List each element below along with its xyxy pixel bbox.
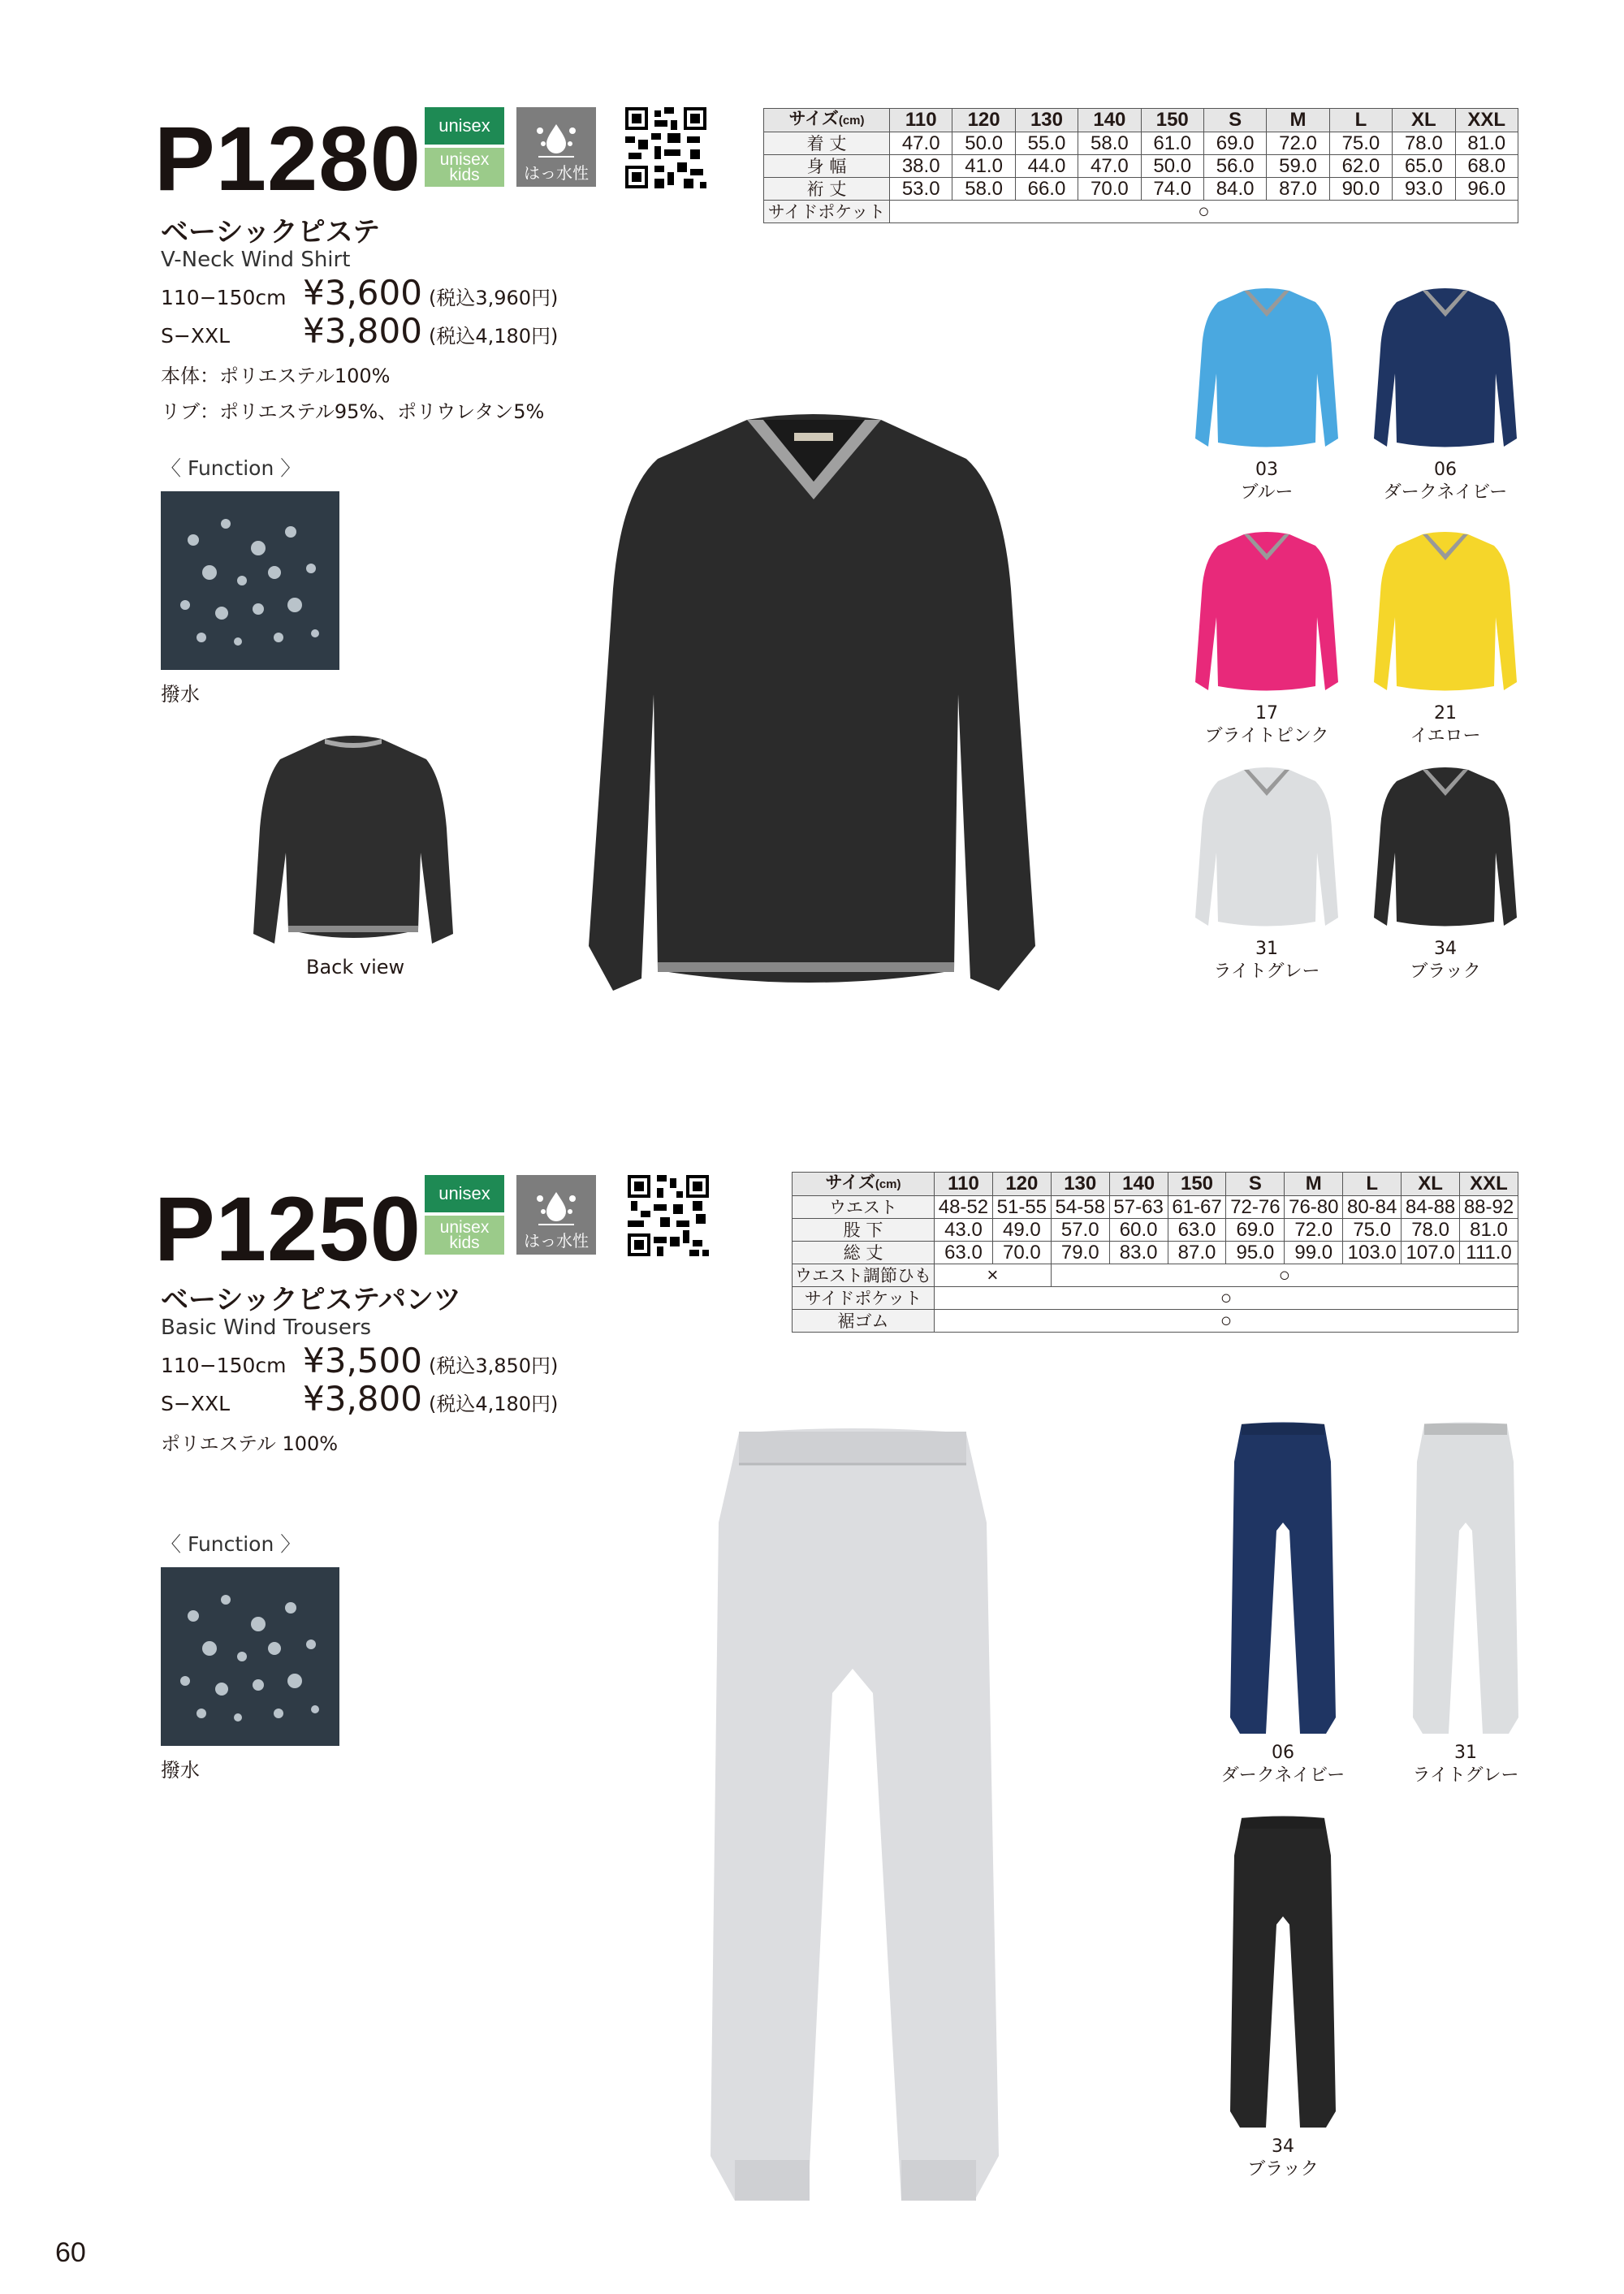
qr-code-icon[interactable]	[628, 1175, 709, 1256]
size-header: M	[1285, 1173, 1343, 1196]
unisex-kids-badge: unisex kids	[425, 148, 504, 187]
product-code: P1280	[154, 108, 421, 210]
table-row: サイドポケット ○	[764, 201, 1518, 223]
material-body: 本体：ポリエステル100%	[161, 365, 391, 387]
function-label: 〈 Function 〉	[161, 456, 301, 480]
size-header: XXL	[1460, 1173, 1518, 1196]
product-code: P1250	[154, 1178, 421, 1280]
size-header: 120	[992, 1173, 1051, 1196]
size-header: 140	[1109, 1173, 1168, 1196]
size-header: S	[1226, 1173, 1285, 1196]
water-repellent-badge: はっ水性	[516, 107, 596, 187]
table-header-row	[764, 109, 1518, 132]
color-swatch-shirt[interactable]	[1372, 528, 1518, 698]
table-row: ウエスト 48-52 51-55 54-58 57-63 61-67 72-76 76-80 80-84 84-88 88-92	[793, 1196, 1518, 1219]
water-repellent-badge: はっ水性	[516, 1175, 596, 1255]
table-row: 裾ゴム ○	[793, 1310, 1518, 1333]
function-caption: 撥水	[161, 1759, 200, 1782]
color-swatch-label: 34 ブラック	[1247, 2136, 1319, 2180]
price-row-adult: S−XXL ¥3,800 (税込4,180円)	[161, 1379, 559, 1419]
back-view-image	[252, 731, 455, 954]
color-swatch-shirt[interactable]	[1194, 528, 1340, 698]
unisex-badge-label: unisex	[425, 1175, 504, 1212]
color-swatch-label: 17 ブライトピンク	[1204, 703, 1329, 746]
table-row: 身 幅 38.0 41.0 44.0 47.0 50.0 56.0 59.0 62.0 65.0 68.0	[764, 155, 1518, 178]
size-header: 110	[935, 1173, 993, 1196]
table-corner: サイズ(cm)	[793, 1173, 935, 1196]
product-name-jp: ベーシックピステ	[161, 216, 380, 248]
water-drop-icon	[532, 119, 581, 160]
color-swatch-label: 31 ライトグレー	[1213, 939, 1320, 982]
color-swatch-pants[interactable]	[1230, 1421, 1336, 1738]
size-header: 150	[1168, 1173, 1226, 1196]
function-label: 〈 Function 〉	[161, 1532, 301, 1556]
color-swatch-label: 06 ダークネイビー	[1383, 460, 1508, 503]
table-row: サイドポケット ○	[793, 1287, 1518, 1310]
size-header: M	[1267, 109, 1329, 132]
size-header: 140	[1078, 109, 1141, 132]
table-row: 股 下 43.0 49.0 57.0 60.0 63.0 69.0 72.0 75.0 78.0 81.0	[793, 1219, 1518, 1242]
product-name-en: V-Neck Wind Shirt	[161, 248, 351, 272]
main-product-image	[585, 410, 1039, 995]
color-swatch-label: 34 ブラック	[1410, 939, 1481, 982]
back-view-caption: Back view	[306, 956, 405, 979]
material-body: ポリエステル 100%	[161, 1432, 339, 1455]
size-spec-table	[763, 108, 1518, 223]
color-swatch-shirt[interactable]	[1194, 284, 1340, 455]
color-swatch-shirt[interactable]	[1372, 763, 1518, 934]
color-swatch-label: 03 ブルー	[1240, 460, 1294, 503]
color-swatch-shirt[interactable]	[1372, 284, 1518, 455]
water-repellent-image	[161, 1567, 339, 1746]
size-header: 150	[1141, 109, 1203, 132]
table-row: 着 丈 47.0 50.0 55.0 58.0 61.0 69.0 72.0 75.0 78.0 81.0	[764, 132, 1518, 155]
water-drop-icon	[532, 1187, 581, 1228]
color-swatch-shirt[interactable]	[1194, 763, 1340, 934]
table-corner: サイズ(cm)	[764, 109, 890, 132]
size-header: 110	[890, 109, 952, 132]
water-repellent-image	[161, 491, 339, 670]
size-header: 130	[1015, 109, 1078, 132]
table-row: 総 丈 63.0 70.0 79.0 83.0 87.0 95.0 99.0 103.0 107.0 111.0	[793, 1242, 1518, 1264]
color-swatch-label: 21 イエロー	[1410, 703, 1481, 746]
unisex-kids-badge: unisex kids	[425, 1216, 504, 1255]
size-header: S	[1203, 109, 1266, 132]
color-swatch-pants[interactable]	[1230, 1815, 1336, 2132]
size-spec-table	[792, 1172, 1518, 1333]
page-number: 60	[55, 2237, 86, 2268]
unisex-badge-label: unisex	[425, 107, 504, 145]
unisex-badge	[425, 107, 504, 187]
table-header-row	[793, 1173, 1518, 1196]
product-name-jp: ベーシックピステパンツ	[161, 1284, 461, 1316]
function-caption: 撥水	[161, 683, 200, 706]
size-header: 120	[952, 109, 1015, 132]
product-name-en: Basic Wind Trousers	[161, 1315, 372, 1340]
qr-code-icon[interactable]	[625, 107, 706, 188]
price-row-adult: S−XXL ¥3,800 (税込4,180円)	[161, 311, 559, 351]
size-header: XXL	[1455, 109, 1518, 132]
main-product-image	[706, 1425, 999, 2205]
color-swatch-pants[interactable]	[1413, 1421, 1518, 1738]
unisex-badge	[425, 1175, 504, 1255]
table-row: ウエスト調節ひも × ○	[793, 1264, 1518, 1287]
price-row-kids: 110−150cm ¥3,500 (税込3,850円)	[161, 1341, 559, 1380]
price-row-kids: 110−150cm ¥3,600 (税込3,960円)	[161, 273, 559, 313]
material-rib: リブ：ポリエステル95%、ポリウレタン5%	[161, 400, 545, 423]
color-swatch-label: 31 ライトグレー	[1412, 1743, 1519, 1786]
table-row: 裄 丈 53.0 58.0 66.0 70.0 74.0 84.0 87.0 90.0 93.0 96.0	[764, 178, 1518, 201]
size-header: L	[1343, 1173, 1402, 1196]
size-header: XL	[1393, 109, 1455, 132]
size-header: L	[1329, 109, 1392, 132]
size-header: XL	[1402, 1173, 1460, 1196]
color-swatch-label: 06 ダークネイビー	[1220, 1743, 1345, 1786]
size-header: 130	[1051, 1173, 1109, 1196]
